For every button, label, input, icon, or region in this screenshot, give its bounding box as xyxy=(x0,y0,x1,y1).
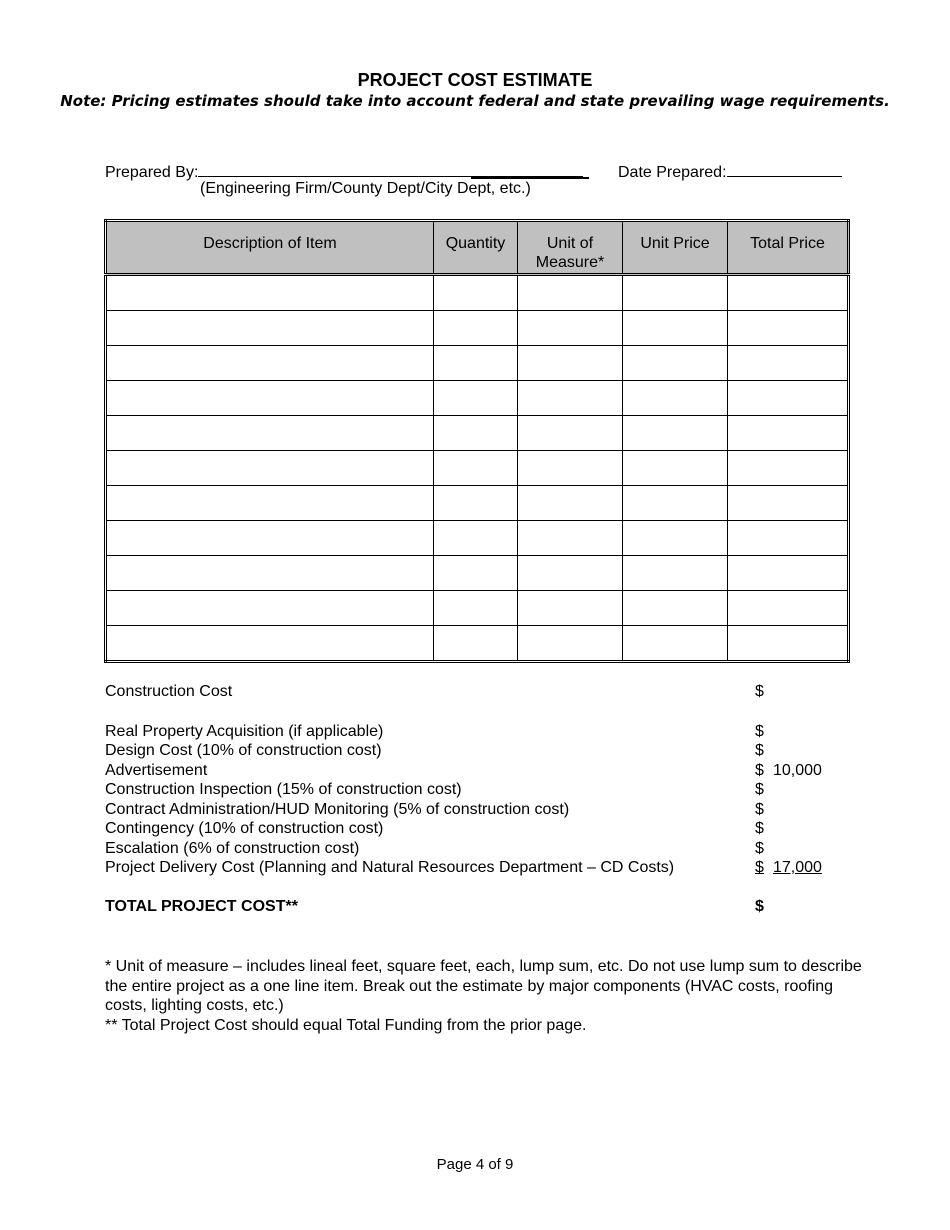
cell-total-price[interactable] xyxy=(728,626,849,662)
cell-quantity[interactable] xyxy=(434,451,518,486)
cost-item-row xyxy=(105,839,845,859)
construction-cost-dollar: $ xyxy=(755,683,764,700)
cost-item-dollar: $ xyxy=(755,820,764,837)
cost-item-dollar: $ xyxy=(755,742,764,759)
cell-unit-price[interactable] xyxy=(623,451,728,486)
cell-quantity[interactable] xyxy=(434,346,518,381)
cell-unit-price[interactable] xyxy=(623,626,728,662)
cell-total-price[interactable] xyxy=(728,556,849,591)
cost-item-value[interactable]: 17,000 xyxy=(773,859,822,876)
cell-total-price[interactable] xyxy=(728,346,849,381)
cell-quantity[interactable] xyxy=(434,311,518,346)
prepared-by-label: Prepared By: xyxy=(105,164,199,181)
cell-unit-price[interactable] xyxy=(623,275,728,311)
construction-cost-row xyxy=(105,682,845,702)
cell-description[interactable] xyxy=(106,275,434,311)
date-prepared-field[interactable] xyxy=(618,161,842,182)
cell-unit-of-measure[interactable] xyxy=(518,591,623,626)
cell-total-price[interactable] xyxy=(728,591,849,626)
cell-description[interactable] xyxy=(106,451,434,486)
cost-item-row xyxy=(105,761,845,781)
footnotes xyxy=(105,957,865,1035)
cell-unit-of-measure[interactable] xyxy=(518,346,623,381)
footnote-unit-of-measure: * Unit of measure – includes lineal feet, square feet, each, lump sum, etc. Do not use lump sum to describe the entire project as a one line item. Break out the estimate by major components (HVAC costs, roofing costs, lighting costs, etc.) xyxy=(105,958,862,1014)
prepared-by-line[interactable] xyxy=(198,161,583,177)
cost-item-row xyxy=(105,780,845,800)
pricing-note: Note: Pricing estimates should take into account federal and state prevailing wage requirements. xyxy=(60,92,890,110)
cell-total-price[interactable] xyxy=(728,486,849,521)
footnote-total-cost: ** Total Project Cost should equal Total Funding from the prior page. xyxy=(105,1016,587,1034)
cell-description[interactable] xyxy=(106,486,434,521)
date-prepared-label: Date Prepared: xyxy=(618,164,727,181)
prepared-by-hint: (Engineering Firm/County Dept/City Dept, etc.) xyxy=(200,180,531,197)
total-cost-dollar: $ xyxy=(755,897,764,915)
cost-item-dollar: $ xyxy=(755,722,764,740)
cost-item-dollar: $ xyxy=(755,781,764,798)
cell-unit-of-measure[interactable] xyxy=(518,626,623,662)
cost-item-value[interactable]: 10,000 xyxy=(773,761,822,779)
table-body xyxy=(106,275,849,662)
cell-unit-price[interactable] xyxy=(623,521,728,556)
prepared-by-line-accent xyxy=(471,177,589,179)
cell-description[interactable] xyxy=(106,416,434,451)
cell-total-price[interactable] xyxy=(728,451,849,486)
cell-unit-price[interactable] xyxy=(623,486,728,521)
cell-quantity[interactable] xyxy=(434,381,518,416)
cell-unit-price[interactable] xyxy=(623,591,728,626)
cost-item-row xyxy=(105,858,845,878)
cell-total-price[interactable] xyxy=(728,311,849,346)
cell-description[interactable] xyxy=(106,381,434,416)
table-row xyxy=(106,591,849,626)
cell-description[interactable] xyxy=(106,556,434,591)
cost-item-row xyxy=(105,800,845,820)
cell-unit-price[interactable] xyxy=(623,416,728,451)
cell-quantity[interactable] xyxy=(434,521,518,556)
header-total-price: Total Price xyxy=(728,221,849,275)
cost-item-row xyxy=(105,722,845,742)
table-row xyxy=(106,556,849,591)
cost-item-label: Real Property Acquisition (if applicable) xyxy=(105,722,384,740)
cell-description[interactable] xyxy=(106,591,434,626)
page-number: Page 4 of 9 xyxy=(436,1156,514,1173)
cost-item-dollar: $ xyxy=(755,859,764,876)
cell-unit-price[interactable] xyxy=(623,346,728,381)
cell-total-price[interactable] xyxy=(728,275,849,311)
cost-item-label: Contingency (10% of construction cost) xyxy=(105,820,384,837)
table-row xyxy=(106,486,849,521)
header-unit-of-measure: Unit of Measure* xyxy=(518,221,623,275)
table-row xyxy=(106,451,849,486)
table-row xyxy=(106,311,849,346)
table-row xyxy=(106,626,849,662)
cell-description[interactable] xyxy=(106,311,434,346)
cell-quantity[interactable] xyxy=(434,556,518,591)
total-cost-row xyxy=(105,897,845,917)
cell-unit-of-measure[interactable] xyxy=(518,521,623,556)
cell-quantity[interactable] xyxy=(434,486,518,521)
cost-item-label: Advertisement xyxy=(105,761,208,779)
cell-unit-price[interactable] xyxy=(623,311,728,346)
cell-description[interactable] xyxy=(106,521,434,556)
cell-quantity[interactable] xyxy=(434,591,518,626)
cell-quantity[interactable] xyxy=(434,626,518,662)
cell-description[interactable] xyxy=(106,626,434,662)
header-description: Description of Item xyxy=(106,221,434,275)
table-row xyxy=(106,381,849,416)
cost-item-dollar: $ xyxy=(755,800,764,818)
cost-item-label: Design Cost (10% of construction cost) xyxy=(105,742,382,759)
cell-unit-of-measure[interactable] xyxy=(518,416,623,451)
cost-item-dollar: $ xyxy=(755,839,764,857)
cell-total-price[interactable] xyxy=(728,521,849,556)
cell-unit-of-measure[interactable] xyxy=(518,311,623,346)
cell-unit-price[interactable] xyxy=(623,556,728,591)
cell-description[interactable] xyxy=(106,346,434,381)
cell-unit-of-measure[interactable] xyxy=(518,556,623,591)
cell-total-price[interactable] xyxy=(728,381,849,416)
cost-item-label: Project Delivery Cost (Planning and Natural Resources Department – CD Costs) xyxy=(105,859,675,876)
cell-unit-price[interactable] xyxy=(623,381,728,416)
cell-unit-of-measure[interactable] xyxy=(518,381,623,416)
cell-unit-of-measure[interactable] xyxy=(518,486,623,521)
cell-unit-of-measure[interactable] xyxy=(518,275,623,311)
total-cost-label: TOTAL PROJECT COST** xyxy=(105,897,298,915)
cost-items-table xyxy=(104,219,850,663)
cost-item-label: Escalation (6% of construction cost) xyxy=(105,839,360,857)
table-row xyxy=(106,416,849,451)
cost-item-label: Contract Administration/HUD Monitoring (5% of construction cost) xyxy=(105,800,570,818)
table-row xyxy=(106,346,849,381)
cell-quantity[interactable] xyxy=(434,275,518,311)
date-prepared-line[interactable] xyxy=(727,161,842,177)
cost-item-dollar: $ xyxy=(755,761,764,779)
header-quantity: Quantity xyxy=(434,221,518,275)
table-header-row xyxy=(106,221,849,275)
cell-quantity[interactable] xyxy=(434,416,518,451)
cost-item-row xyxy=(105,819,845,839)
cell-unit-of-measure[interactable] xyxy=(518,451,623,486)
table-row xyxy=(106,521,849,556)
header-unit-price: Unit Price xyxy=(623,221,728,275)
cost-item-label: Construction Inspection (15% of construction cost) xyxy=(105,781,462,798)
table-row xyxy=(106,275,849,311)
cost-item-row xyxy=(105,741,845,761)
page-title: PROJECT COST ESTIMATE xyxy=(357,70,593,90)
cost-summary xyxy=(105,682,845,916)
construction-cost-label: Construction Cost xyxy=(105,683,233,700)
cell-total-price[interactable] xyxy=(728,416,849,451)
